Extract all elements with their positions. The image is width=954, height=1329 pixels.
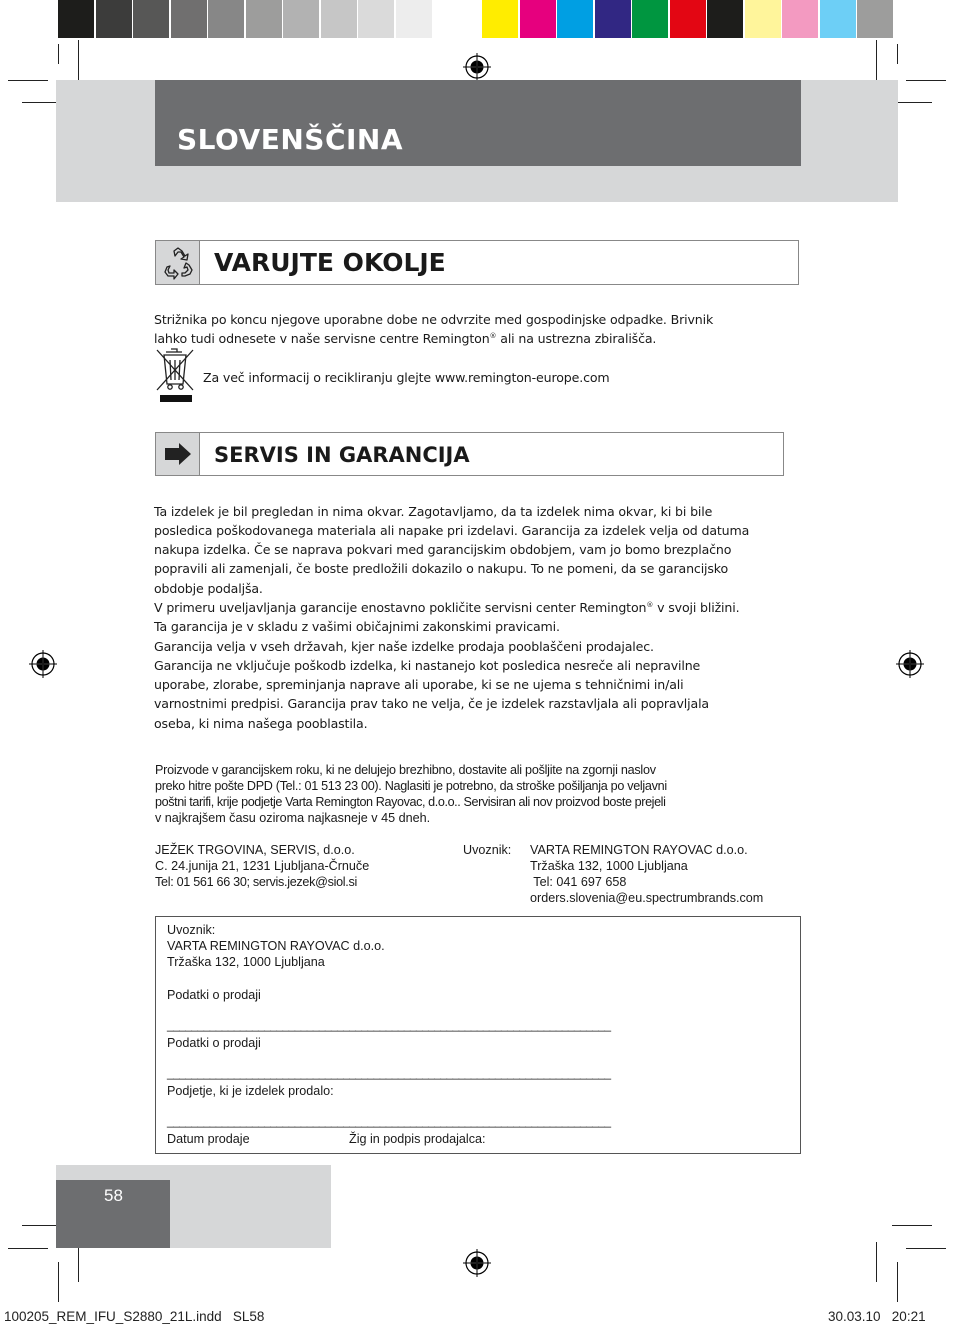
color-swatch — [208, 0, 244, 38]
form-seller-label: Podjetje, ki je izdelek prodalo: — [167, 1084, 334, 1098]
page-number-box — [56, 1180, 170, 1248]
shipping-text-line: v najkrajšem času oziroma najkasneje v 45 dneh. — [155, 811, 431, 825]
importer-address-line: VARTA REMINGTON RAYOVAC d.o.o. — [530, 843, 748, 857]
service-paragraph-line: nakupa izdelka. Če se naprava pokvari med garancijskim obdobjem, vam jo bomo brezplačno — [154, 542, 732, 557]
language-header — [155, 80, 801, 166]
environment-paragraph-text: ali na ustrezna zbirališča. — [496, 331, 657, 346]
crop-mark — [892, 1225, 932, 1226]
importer-email: orders.slovenia@eu.spectrumbrands.com — [530, 891, 764, 905]
file-name-slug: 100205_REM_IFU_S2880_21L.indd SL58 — [4, 1309, 265, 1324]
importer-address-line: Tel: 041 697 658 — [530, 875, 627, 889]
crop-mark — [58, 1262, 59, 1302]
color-swatch — [246, 0, 282, 38]
environment-paragraph-line: Strižnika po koncu njegove uporabne dobe ne odvrzite med gospodinjske odpadke. Brivnik — [154, 312, 714, 327]
crop-mark — [897, 1262, 898, 1302]
form-stamp-label: Žig in podpis prodajalca: — [349, 1132, 486, 1146]
form-underline[interactable]: _________________________________________________________________________ — [167, 1018, 611, 1032]
crop-mark — [876, 1242, 877, 1282]
color-swatch — [321, 0, 357, 38]
form-underline[interactable]: _________________________________________________________________________ — [167, 1114, 611, 1128]
color-swatch — [857, 0, 893, 38]
service-center-address-line: Tel: 01 561 66 30; servis.jezek@siol.si — [155, 875, 357, 889]
service-paragraph-text: V primeru uveljavljanja garancije enostavno pokličite servisni center Remington — [154, 600, 647, 615]
importer-label: Uvoznik: — [463, 843, 512, 857]
color-swatch — [782, 0, 818, 38]
form-sales-data-label: Podatki o prodaji — [167, 988, 261, 1002]
color-swatch — [595, 0, 631, 38]
form-sales-data-label: Podatki o prodaji — [167, 1036, 261, 1050]
color-swatch — [520, 0, 556, 38]
service-paragraph-line: Garancija ne vključuje poškodb izdelka, ki nastanejo kot posledica nesreče ali nepravilne — [154, 658, 701, 673]
form-importer-label: Uvoznik: — [167, 923, 216, 937]
service-paragraph-line: popravili ali zamenjali, če boste predložili dokazilo o nakupu. To ne pomeni, da se garancijsko — [154, 561, 729, 576]
service-paragraph-line: Garancija velja v vseh državah, kjer naše izdelke prodaja pooblaščeni prodajalec. — [154, 639, 654, 654]
color-swatch — [283, 0, 319, 38]
form-importer-address: Tržaška 132, 1000 Ljubljana — [167, 955, 325, 969]
service-paragraph-line: varnostnimi predpisi. Garancija prav tako ne velja, če je izdelek razstavljala ali popravljala — [154, 696, 709, 711]
section-header-environment — [155, 240, 799, 285]
section-title-environment: VARUJTE OKOLJE — [214, 248, 446, 277]
color-swatch — [171, 0, 207, 38]
section-title-service: SERVIS IN GARANCIJA — [214, 443, 470, 467]
gray-color-bar — [58, 0, 471, 38]
shipping-text-line: Proizvode v garancijskem roku, ki ne delujejo brezhibno, dostavite ali pošljite na zgornji naslov — [155, 763, 656, 777]
crossed-bin-icon — [154, 346, 196, 404]
shipping-text-line: poštni tarifi, krije podjetje Varta Remington Rayovac, d.o.o.. Servisiran ali nov proizvod boste prejeli — [155, 795, 666, 809]
color-swatch — [58, 0, 94, 38]
color-swatch — [670, 0, 706, 38]
crop-mark — [8, 1248, 48, 1249]
registered-mark: ® — [489, 331, 497, 340]
date-time-slug: 30.03.10 20:21 — [828, 1309, 926, 1324]
crop-mark — [906, 1248, 946, 1249]
color-swatch — [358, 0, 394, 38]
form-importer-name: VARTA REMINGTON RAYOVAC d.o.o. — [167, 939, 385, 953]
crop-mark — [8, 80, 48, 81]
process-color-bar — [482, 0, 895, 38]
color-swatch — [482, 0, 518, 38]
service-paragraph-line: uporabe, zlorabe, spreminjanja naprave ali uporabe, ki se ne ujema s tehničnimi in/ali — [154, 677, 684, 692]
color-swatch — [396, 0, 432, 38]
page-number: 58 — [104, 1186, 123, 1205]
color-swatch — [632, 0, 668, 38]
crop-mark — [892, 102, 932, 103]
service-center-address-line: JEŽEK TRGOVINA, SERVIS, d.o.o. — [155, 843, 355, 857]
warranty-form — [155, 916, 801, 1154]
service-paragraph-line: Ta izdelek je bil pregledan in nima okvar. Zagotavljamo, da ta izdelek nima okvar, ki bi bile — [154, 504, 713, 519]
color-swatch — [133, 0, 169, 38]
service-center-address-line: C. 24.junija 21, 1231 Ljubljana-Črnuče — [155, 859, 370, 873]
crop-mark — [58, 44, 59, 64]
service-paragraph-text: v svoji bližini. — [653, 600, 740, 615]
registration-mark-icon — [462, 1248, 492, 1278]
crop-mark — [906, 80, 946, 81]
recycle-icon-box — [156, 241, 200, 284]
registered-mark: ® — [646, 600, 654, 609]
arrow-right-icon — [163, 441, 193, 467]
importer-address-line: Tržaška 132, 1000 Ljubljana — [530, 859, 688, 873]
color-swatch — [707, 0, 743, 38]
arrow-icon-box — [156, 433, 200, 475]
color-swatch — [433, 0, 469, 38]
registration-mark-icon — [895, 649, 925, 679]
recycling-info-text: Za več informacij o recikliranju glejte www.remington-europe.com — [203, 370, 610, 385]
page-title: SLOVENŠČINA — [177, 123, 404, 156]
registration-mark-icon — [462, 52, 492, 82]
section-header-service — [155, 432, 784, 476]
environment-paragraph-line — [154, 329, 656, 348]
color-swatch — [820, 0, 856, 38]
environment-paragraph-text: lahko tudi odnesete v naše servisne centre Remington — [154, 331, 490, 346]
service-paragraph-line: posledica poškodovanega materiala ali napake pri izdelavi. Garancija za izdelek velja od datuma — [154, 523, 750, 538]
service-paragraph-line: oseba, ki nima našega pooblastila. — [154, 716, 368, 731]
recycle-icon — [160, 245, 196, 281]
crop-mark — [897, 44, 898, 64]
service-paragraph-line: obdobje podaljša. — [154, 581, 263, 596]
form-underline[interactable]: _________________________________________________________________________ — [167, 1066, 611, 1080]
color-swatch — [96, 0, 132, 38]
registration-mark-icon — [28, 649, 58, 679]
crop-mark — [78, 1242, 79, 1282]
service-paragraph-line — [154, 598, 739, 617]
form-date-label: Datum prodaje — [167, 1132, 250, 1146]
color-swatch — [745, 0, 781, 38]
color-swatch — [557, 0, 593, 38]
service-paragraph-line: Ta garancija je v skladu z vašimi običajnimi zakonskimi pravicami. — [154, 619, 560, 634]
shipping-text-line: preko hitre pošte DPD (Tel.: 01 513 23 00). Naglasiti je potrebno, da stroške pošiljanja po veljavni — [155, 779, 667, 793]
